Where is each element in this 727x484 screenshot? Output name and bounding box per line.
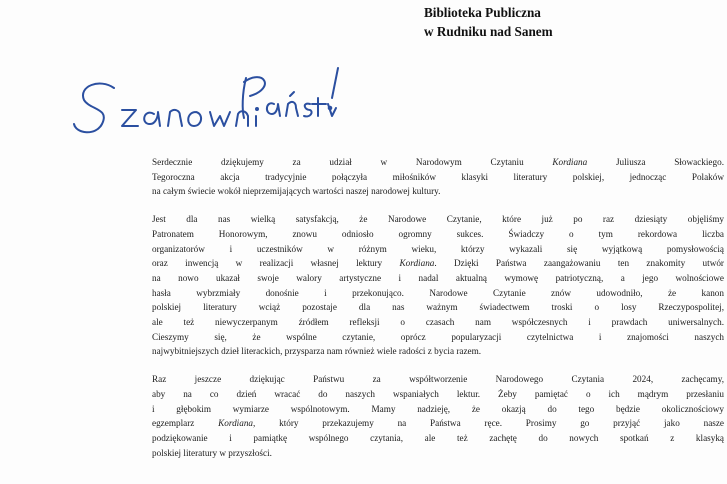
letter-body xyxy=(152,155,724,473)
book-title: Kordiana xyxy=(218,418,254,429)
recipient-line-2: w Rudniku nad Sanem xyxy=(424,24,553,39)
body-paragraph xyxy=(152,212,724,359)
body-text-line: podziękowanie i pamiątkę wspólnego czytania, ale też zachętę do nowych spotkań z klasyką xyxy=(152,432,724,443)
body-paragraph xyxy=(152,372,724,460)
body-text-line: na całym świecie wokół nieprzemijających wartości naszej narodowej kultury. xyxy=(152,186,441,197)
handwritten-salutation xyxy=(70,58,340,148)
handwritten-salutation-drawing xyxy=(70,58,340,148)
recipient-address xyxy=(424,3,553,41)
body-text-line: Jest dla nas wielką satysfakcją, że Narodowe Czytanie, które już po raz dziesiąty objęliśmy xyxy=(152,214,724,225)
book-title: Kordiana xyxy=(399,258,435,269)
recipient-line-1: Biblioteka Publiczna xyxy=(424,5,541,20)
body-text-line: i głębokim wymiarze wspólnotowym. Mamy nadzieję, że okazją do tego będzie okolicznościowy xyxy=(152,403,724,414)
body-text-line: hasła wybrzmiały donośnie i przekonująco. Narodowe Czytanie znów udowodniło, że kanon xyxy=(152,287,724,298)
body-text-line: egzemplarz Kordiana, który przekazujemy na Państwa ręce. Prosimy go przyjąć jako nasze xyxy=(152,418,724,429)
body-text-line: Tegoroczna akcja tradycyjnie połączyła miłośników klasyki literatury polskiej, jednocząc Polaków xyxy=(152,171,724,182)
body-text-line: Serdecznie dziękujemy za udział w Narodowym Czytaniu Kordiana Juliusza Słowackiego. xyxy=(152,157,724,167)
body-text-line: Raz jeszcze dziękując Państwu za współtworzenie Narodowego Czytania 2024, zachęcamy, xyxy=(152,374,724,385)
body-text-line: polskiej literatury wciąż pozostaje dla nas ważnym świadectwem troski o losy Rzeczypospolitej, xyxy=(152,302,724,313)
body-text-line: ale też niewyczerpanym źródłem refleksji o czasach nam współczesnych i prawdach uniwersalnych. xyxy=(152,317,724,328)
body-paragraph xyxy=(152,155,724,199)
body-text-line: na nowo ukazał swoje walory artystyczne i nadal aktualną wymowę patriotyczną, a jego wolnościowe xyxy=(152,272,724,283)
body-text-line: najwybitniejszych dzieł literackich, przysparza nam również wiele radości z bycia razem. xyxy=(152,346,482,357)
body-text-line: Cieszymy się, że wspólne czytanie, oprócz popularyzacji czytelnictwa i znajomości naszych xyxy=(152,331,724,342)
body-text-line: oraz inwencją w realizacji własnej lektury Kordiana. Dzięki Państwa zaangażowaniu ten znakomity utwór xyxy=(152,258,724,269)
body-text-line: polskiej literatury w przyszłości. xyxy=(152,447,272,458)
body-text-line: aby na co dzień wracać do naszych wspaniałych lektur. Żeby pamiętać o ich mądrym przesłaniu xyxy=(152,388,724,399)
body-text-line: Patronatem Honorowym, znowu odniosło ogromny sukces. Świadczy o tym rekordowa liczba xyxy=(152,228,724,239)
book-title: Kordiana xyxy=(552,157,588,167)
body-text-line: organizatorów i uczestników w różnym wieku, którzy wykazali się wyjątkową pomysłowością xyxy=(152,243,724,254)
